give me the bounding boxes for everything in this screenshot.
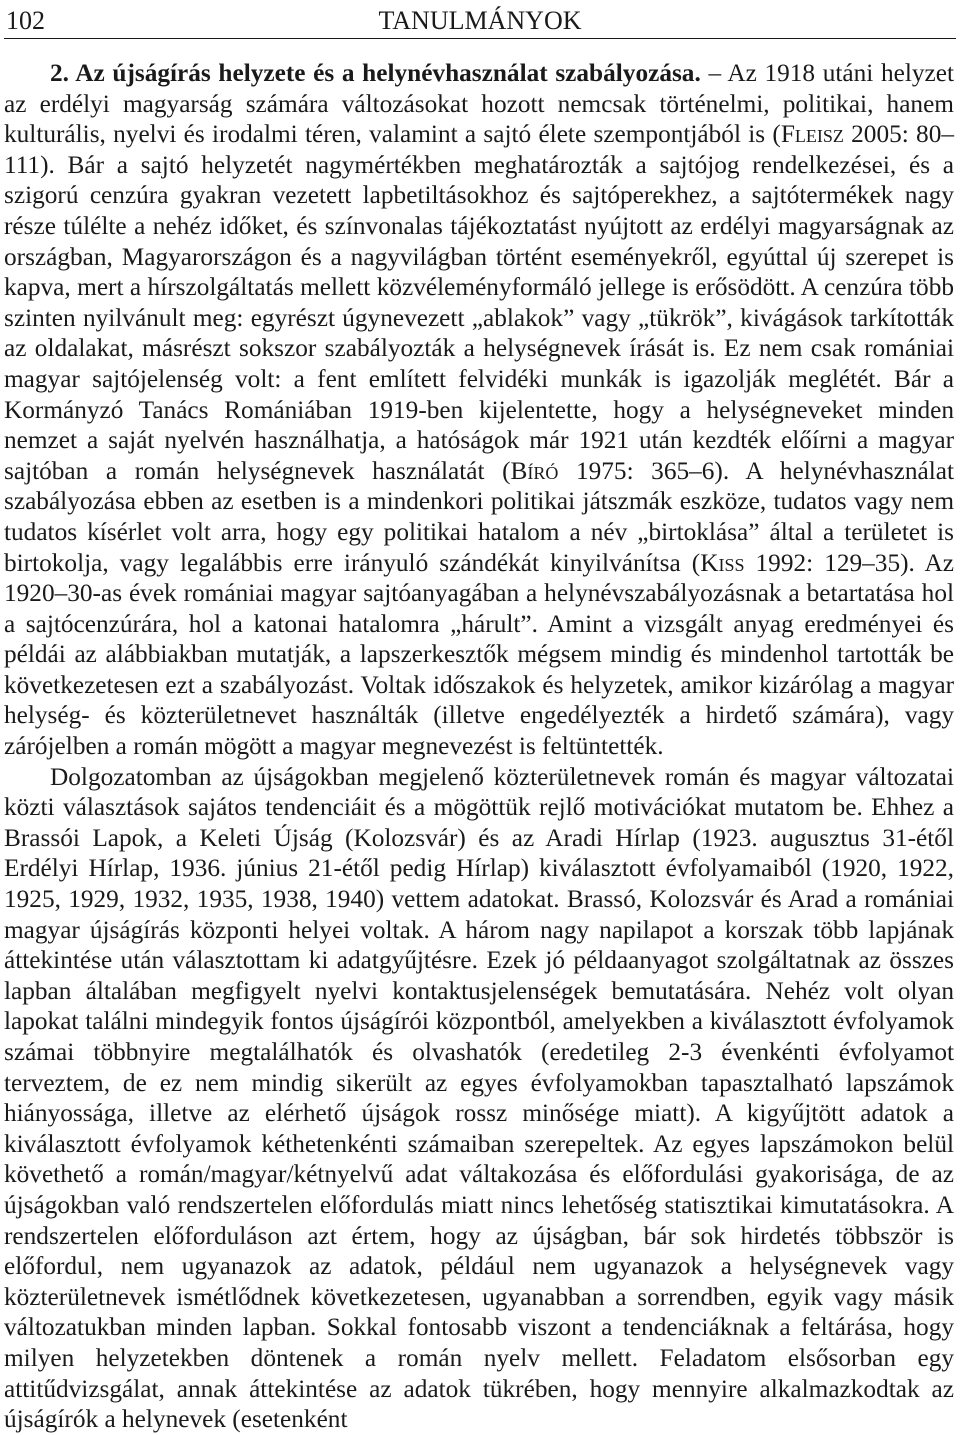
paragraph-1-text-d: 1992: 129–35). Az 1920–30-as évek romániai magyar sajtóanyagában a helynévszabályozásnak a betartatása hol a sajtócenzúrára, hol a katonai hatalomra „hárult”. Amint a vizsgált anyag eredményei és példái az alábbiakban mutatják, a lapszerkesztők mégsem mindig és mindenhol tartották be következetesen ezt a szabályozást. Voltak időszakok és helyzetek, amikor kizárólag a magyar helység- és közterületnevet használták (illetve engedélyezték a hirdető számára), vagy zárójelben a román mögött a magyar megnevezést is feltüntették. bbox=[4, 548, 954, 761]
paragraph-1-text-c: 1975: 365–6). A helynévhasználat szabályozása ebben az esetben is a mindenkori politikai játszmák eszköze, tudatos vagy nem tudatos kísérlet volt arra, hogy egy politikai hatalom a név „birtoklása” által a területet is birtokolja, vagy legalábbis erre irányuló szándékát kinyilvánítsa (K bbox=[4, 456, 955, 577]
citation-biro: író bbox=[527, 456, 559, 485]
citation-fleisz: leisz bbox=[794, 120, 844, 149]
citation-kiss: iss bbox=[718, 548, 745, 577]
page-header bbox=[4, 4, 956, 39]
article-body bbox=[4, 58, 954, 1435]
paragraph-1-text-a: – Az 1918 utáni helyzet az erdélyi magyarság számára változásokat hozott nemcsak történelmi, politikai, hanem kulturális, nyelvi és irodalmi téren, valamint a sajtó élete szempontjából is (F bbox=[4, 59, 955, 149]
paragraph-2: Dolgozatomban az újságokban megjelenő közterületnevek román és magyar változatai közti választások sajátos tendenciáit és a mögöttük rejlő motivációkat mutatom be. Ehhez a Brassói Lapok, a Keleti Újság (Kolozsvár) és az Aradi Hírlap (1923. augusztus 31-étől Erdélyi Hírlap, 1936. június 21-étől pedig Hírlap) kiválasztott évfolyamaiból (1920, 1922, 1925, 1929, 1932, 1935, 1938, 1940) vettem adatokat. Brassó, Kolozsvár és Arad a romániai magyar újságírás központi helyei voltak. A három nagy napilapot a korszak több lapjának áttekintése után választottam ki adatgyűjtésre. Ezek jó példaanyagot szolgáltatnak az összes lapban általában megfigyelt nyelvi kontaktusjelenségek bemutatására. Nehéz volt olyan lapokat találni mindegyik fontos újságírói központból, amelyekben a kiválasztott évfolyamok számai többnyire megtalálhatók és olvashatók (eredetileg 2-3 évenkénti évfolyamot terveztem, de ez nem mindig sikerült az egyes évfolyamokban tapasztalható lapszámok hiányossága, illetve az elérhető újságok rossz minősége miatt). A kigyűjtött adatok a kiválasztott évfolyamok kéthetenkénti számaiban szerepeltek. Az egyes lapszámokon belül követhető a román/magyar/kétnyelvű adat váltakozása és előfordulási gyakorisága, de az újságokban való rendszertelen előfordulás miatt nincs lehetőség statisztikai kimutatásokra. A rendszertelen előforduláson azt értem, hogy az újságban, bár sok hirdetés többször is előfordul, nem ugyanazok az adatok, például nem ugyanazok a helységnevek vagy közterületnevek ismétlődnek következetesen, ugyanabban a sorrendben, egyik vagy másik változatukban minden lapban. Sokkal fontosabb viszont a tendenciáknak a feltárása, hogy milyen helyzetekben döntenek a román nyelv mellett. Feladatom elsősorban egy attitűdvizsgálat, annak áttekintése az adatok tükrében, hogy mennyire alkalmazkodtak az újságírók a helynevek (esetenként bbox=[4, 762, 954, 1434]
page-number: 102 bbox=[6, 6, 45, 35]
running-title: TANULMÁNYOK bbox=[378, 6, 582, 35]
paragraph-1-text-b: 2005: 80–111). Bár a sajtó helyzetét nagymértékben meghatározták a sajtójog rendelkezései, és a szigorú cenzúra gyakran vezetett lapbetiltásokhoz és sajtóperekhez, a sajtótermékek nagy része túlélte a nehéz időket, és színvonalas tájékoztatást nyújtott az erdélyi magyarságnak az országban, Magyarországon és a nagyvilágban történt eseményekről, egyúttal új szerepet is kapva, mert a hírszolgáltatás mellett közvéleményformáló jellege is erősödött. A cenzúra több szinten nyilvánult meg: egyrészt úgynevezett „ablakok” vagy „tükrök”, kivágások tarkították az oldalakat, másrészt sokszor szabályozták a helységnevek írását is. Ez nem csak romániai magyar sajtójelenség volt: a fent említett felvidéki munkák is igazolják meglétét. Bár a Kormányzó Tanács Romániában 1919-ben kijelentette, hogy a helységneveket minden nemzet a saját nyelvén használhatja, a hatóságok már 1921 után kezdték előírni a magyar sajtóban a román helységnevek használatát (B bbox=[4, 120, 954, 485]
paragraph-1 bbox=[4, 58, 954, 762]
section-heading: 2. Az újságírás helyzete és a helynévhasználat szabályozása. bbox=[50, 59, 701, 87]
